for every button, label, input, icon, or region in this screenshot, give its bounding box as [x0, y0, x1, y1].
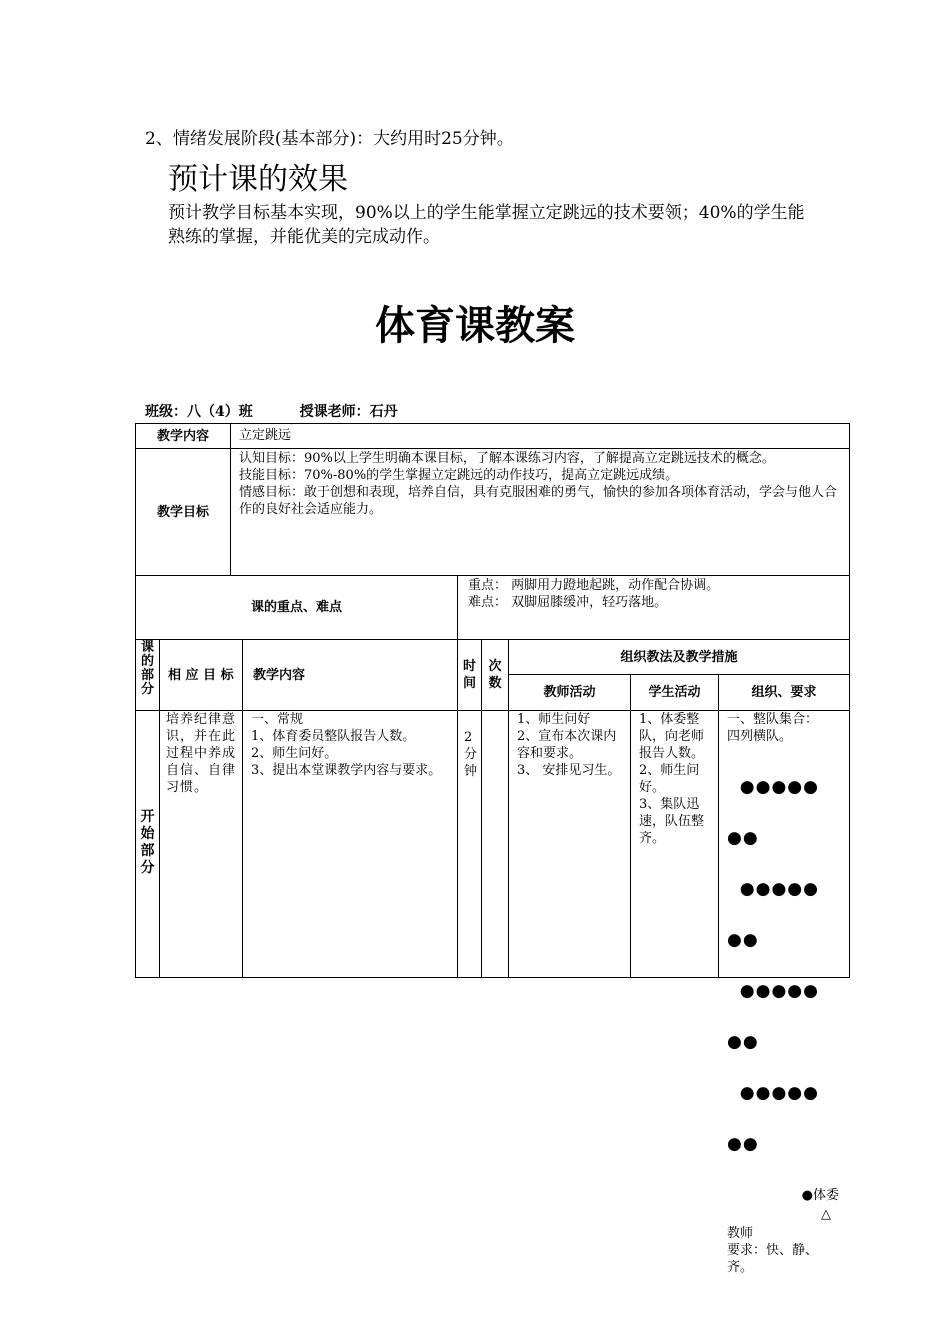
formation-row: ●●●●●	[727, 879, 819, 899]
content-value-cell: 立定跳远	[230, 423, 850, 449]
tiwei-marker: ●体委	[801, 1188, 839, 1203]
formation-row: ●●	[727, 1134, 759, 1154]
formation-row: ●●	[727, 1032, 759, 1052]
formation	[727, 745, 841, 1187]
student-line: 3、集队迅速，队伍整齐。	[639, 797, 705, 846]
teacher-marker-icon: △	[821, 1207, 831, 1222]
header-count: 次数	[481, 639, 509, 711]
formation-row: ●●	[727, 828, 759, 848]
row-count-cell	[481, 710, 509, 978]
key-point: 重点： 两脚用力蹬地起跳，动作配合协调。	[468, 578, 720, 593]
content-line: 1、体育委员整队报告人数。	[251, 729, 416, 744]
formation-row: ●●●●●	[727, 777, 819, 797]
header-content: 教学内容	[242, 639, 458, 711]
key-points-cell	[457, 575, 850, 640]
header-student-activity: 学生活动	[630, 674, 719, 711]
formation-row: ●●●●●	[727, 1083, 819, 1103]
content-line: 3、提出本堂课教学内容与要求。	[251, 763, 442, 778]
goal-skill: 技能目标：70%-80%的学生掌握立定跳远的动作技巧，提高立定跳远成绩。	[239, 468, 679, 483]
student-line: 2、师生问好。	[639, 763, 700, 795]
teacher-line: 3、 安排见习生。	[517, 763, 621, 778]
row-time-cell: 2分钟	[457, 710, 482, 978]
teacher-line: 2、宣布本次课内容和要求。	[517, 729, 617, 761]
row-target-cell: 培养纪律意识，并在此过程中养成自信、自律习惯。	[159, 710, 243, 978]
row-organization-cell	[718, 710, 850, 1275]
row-content-cell	[242, 710, 458, 978]
goal-cognitive: 认知目标：90%以上学生明确本课目标，了解本课练习内容，了解提高立定跳远技术的概念。	[239, 451, 775, 466]
stage-line: 2、情绪发展阶段(基本部分)：大约用时25分钟。	[145, 129, 514, 149]
formation-row: ●●	[727, 930, 759, 950]
class-teacher-line	[145, 401, 398, 421]
org-line: 一、整队集合：	[727, 712, 819, 727]
teacher-label: 授课老师：石丹	[299, 404, 398, 420]
effect-text: 预计教学目标基本实现，90%以上的学生能掌握立定跳远的技术要领；40%的学生能熟练的掌握，并能优美的完成动作。	[168, 203, 805, 247]
class-label: 班级：八（4）班	[145, 404, 253, 420]
content-line: 一、常规	[251, 712, 304, 727]
row-teacher-cell	[508, 710, 631, 978]
header-part: 课的部分	[135, 639, 160, 711]
content-line: 2、师生问好。	[251, 746, 338, 761]
org-requirement: 要求：快、静、齐。	[727, 1243, 819, 1275]
page-title: 体育课教案	[375, 303, 575, 349]
goals-cell	[230, 448, 850, 576]
header-teacher-activity: 教师活动	[508, 674, 631, 711]
row-part-cell: 开始部分	[135, 710, 160, 978]
header-time: 时间	[457, 639, 482, 711]
student-line: 1、体委整队，向老师报告人数。	[639, 712, 705, 761]
teacher-marker-label: 教师	[727, 1226, 754, 1241]
header-target: 相 应 目 标	[159, 639, 243, 711]
goal-affective: 情感目标：敢于创想和表现，培养自信，具有克服困难的勇气，愉快的参加各项体育活动，学会与他人合作的良好社会适应能力。	[239, 485, 838, 517]
org-line: 四列横队。	[727, 729, 793, 744]
key-label-cell: 课的重点、难点	[135, 575, 458, 640]
difficulty-point: 难点： 双脚屈膝缓冲，轻巧落地。	[468, 595, 668, 610]
row-student-cell	[630, 710, 719, 978]
header-organization: 组织、要求	[718, 674, 850, 711]
teacher-line: 1、师生问好	[517, 712, 591, 727]
header-methods: 组织教法及教学措施	[508, 639, 850, 675]
effect-heading: 预计课的效果	[168, 162, 348, 197]
content-label-cell: 教学内容	[135, 423, 231, 449]
goals-label-cell: 教学目标	[135, 448, 231, 576]
formation-row: ●●●●●	[727, 981, 819, 1001]
